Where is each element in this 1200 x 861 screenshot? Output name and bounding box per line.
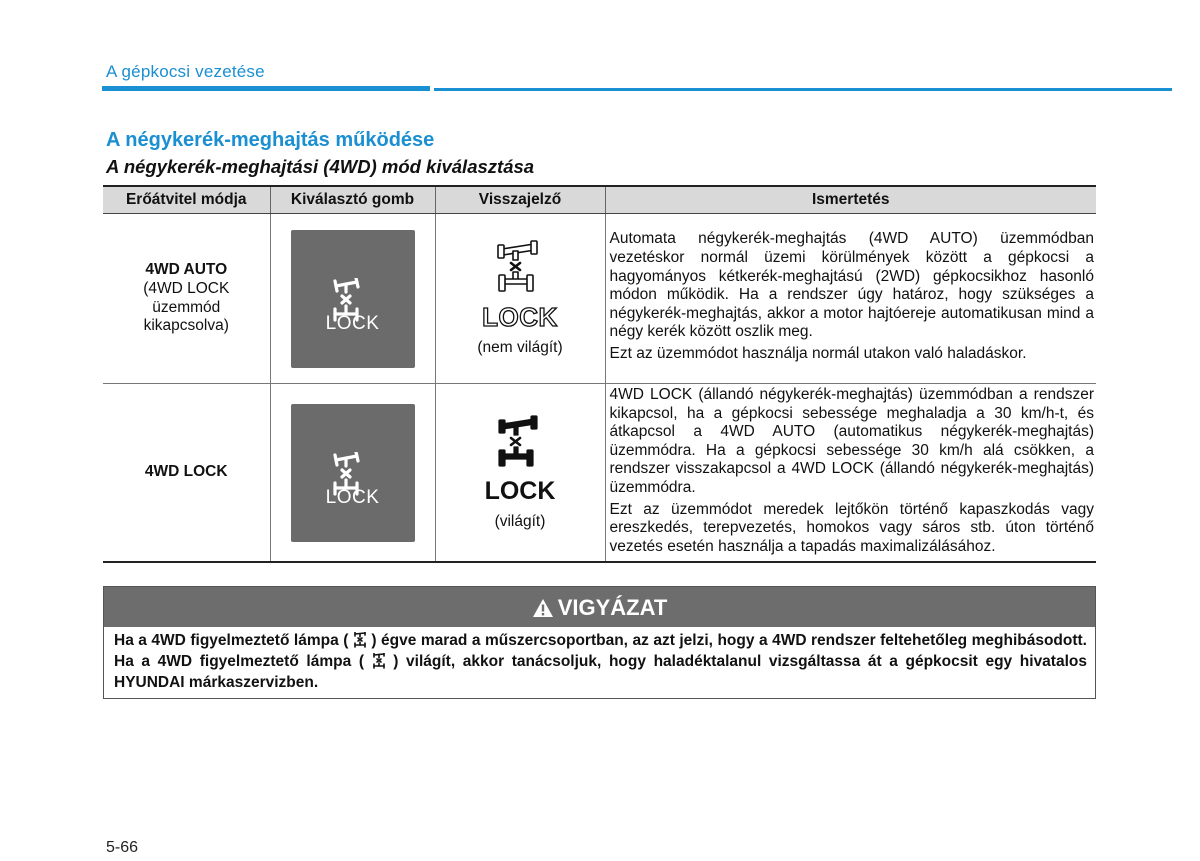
description-paragraph: Automata négykerék-meghajtás (4WD AUTO) üzemmódban vezetéskor normál üzemi körülmények között a gépkocsi a hagyományos kétkerék-meghajtású (2WD) gépkocsikhoz hasonló módon működik. Ha a rendszer úgy határoz, hogy szükséges a négykerék-meghajtás, akkor a motor hajtóereje automatikusan mind a négy kerék között oszlik meg. (609, 230, 1094, 341)
button-label: LOCK (325, 487, 380, 509)
section-title: A négykerék-meghajtás működése (106, 129, 435, 151)
4wd-drivetrain-solid-icon (488, 414, 552, 472)
warning-text-part: ) világít, akkor tanácsoljuk, hogy haladéktalanul vizsgáltassa át a gépkocsit egy hivatalos HYUNDAI márkaszervizben. (114, 653, 1087, 691)
warning-text-part: ) égve marad a műszercsoportban, az azt jelzi, hogy a 4WD rendszer feltehetőleg meghibásodott. Ha a 4WD figyelmeztető lámpa ( (114, 632, 1087, 670)
warning-text-part: Ha a 4WD figyelmeztető lámpa ( (114, 632, 349, 649)
indicator-lock-label: LOCK (482, 302, 558, 332)
header-description: Ismertetés (605, 186, 1096, 214)
mode-detail-line: kikapcsolva) (143, 317, 229, 335)
warning-title: VIGYÁZAT (557, 595, 668, 620)
description-cell (605, 214, 1096, 384)
warning-box (103, 586, 1096, 699)
4wd-lock-button[interactable] (291, 404, 415, 542)
indicator-note: (világít) (494, 513, 546, 531)
table-header-row (103, 186, 1096, 214)
drive-mode-table (103, 185, 1096, 563)
indicator-note: (nem világít) (477, 339, 563, 356)
table-row (103, 214, 1096, 384)
description-paragraph: 4WD LOCK (állandó négykerék-meghajtás) üzemmódban a rendszer kikapcsol, ha a gépkocsi sebessége meghaladja a 30 km/h-t, és átkapcsol a 4WD AUTO (automatikus négykerék-meghajtás) üzemmódra. Ha a gépkocsi sebessége 30 km/h alá csökken, a rendszer visszakapcsol a 4WD LOCK (állandó négykerék-meghajtás) üzemmódra. (609, 386, 1094, 496)
header-selector-button: Kiválasztó gomb (270, 186, 435, 214)
warning-text (104, 627, 1095, 698)
4wd-warning-lamp-icon (372, 653, 386, 669)
4wd-warning-lamp-icon (353, 632, 367, 648)
button-cell (270, 214, 435, 384)
mode-cell (103, 384, 270, 563)
section-subtitle: A négykerék-meghajtási (4WD) mód kiválasztása (106, 156, 535, 177)
mode-detail-line: üzemmód (152, 298, 221, 316)
warning-header (104, 587, 1095, 627)
header-indicator: Visszajelző (435, 186, 605, 214)
4wd-drivetrain-outline-icon (488, 239, 552, 297)
indicator-cell (435, 384, 605, 563)
table-row (103, 384, 1096, 563)
header-rule-thick (102, 86, 430, 91)
running-header-title: A gépkocsi vezetése (106, 62, 265, 81)
warning-triangle-icon (532, 598, 554, 618)
indicator-lock-label: LOCK (484, 477, 556, 506)
indicator-cell (435, 214, 605, 384)
mode-name: 4WD AUTO (145, 261, 228, 279)
mode-cell (103, 214, 270, 384)
description-paragraph: Ezt az üzemmódot meredek lejtőkön történő kapaszkodás vagy ereszkedés, terepvezetés, homokos vagy sáros stb. úton történő vezetés esetén használja a tapadás maximalizálásához. (609, 500, 1094, 555)
mode-name: 4WD LOCK (144, 463, 228, 481)
button-cell (270, 384, 435, 563)
header-rule-thin (434, 88, 1172, 91)
button-label: LOCK (325, 312, 380, 334)
page-number: 5-66 (106, 839, 139, 856)
4wd-lock-button[interactable] (291, 230, 415, 368)
description-paragraph: Ezt az üzemmódot használja normál utakon való haladáskor. (609, 344, 1027, 362)
header-drive-mode: Erőátvitel módja (103, 186, 270, 214)
mode-detail-line: (4WD LOCK (143, 279, 230, 297)
description-cell (605, 384, 1096, 563)
